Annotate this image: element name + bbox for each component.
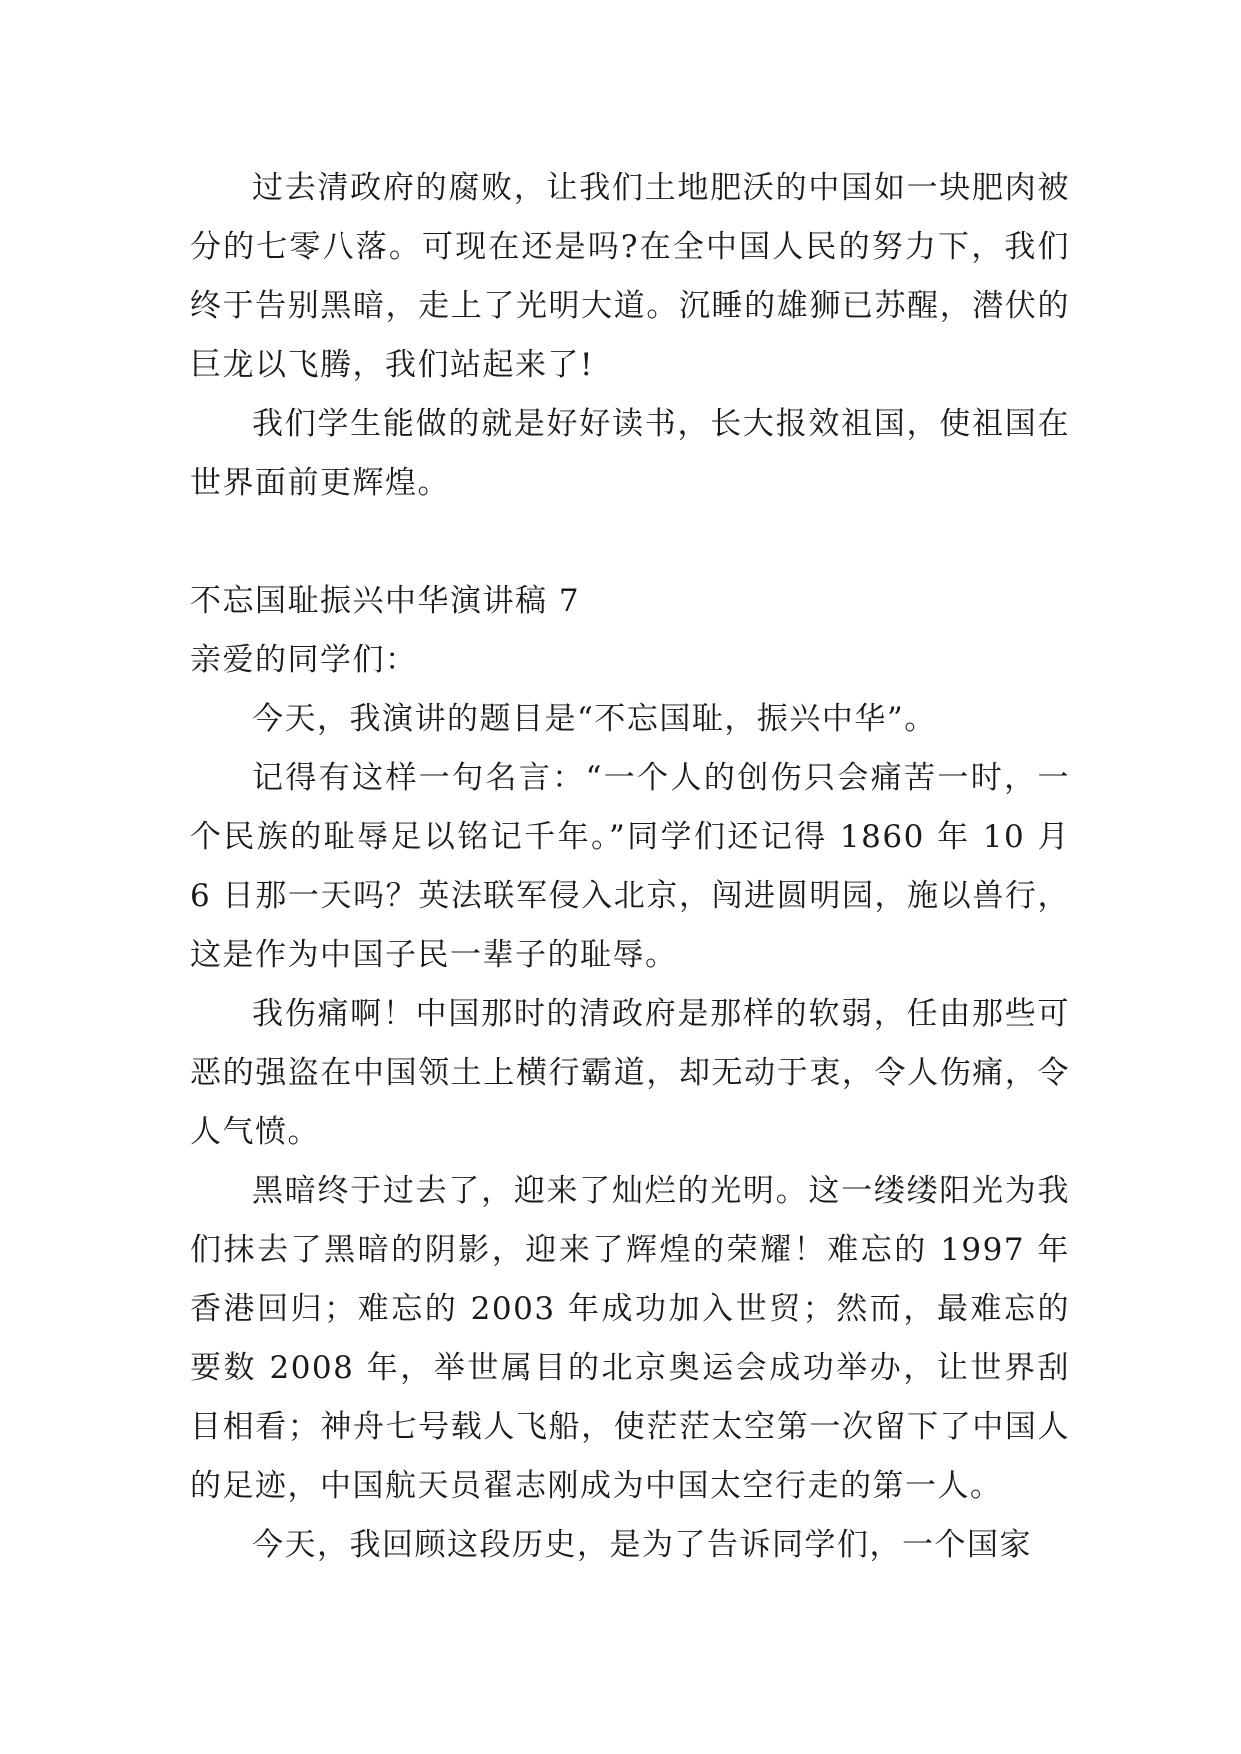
- section-spacer: [190, 513, 1070, 572]
- salutation: 亲爱的同学们：: [190, 642, 418, 678]
- paragraph: 记得有这样一句名言：“一个人的创伤只会痛苦一时，一个民族的耻辱足以铭记千年。”同学们还记得 1860 年 10 月 6 日那一天吗？英法联军侵入北京，闯进圆明园，施以兽行，这是作为中国子民一辈子的耻辱。: [190, 760, 1070, 973]
- paragraph: 今天，我回顾这段历史，是为了告诉同学们，一个国家: [252, 1527, 1032, 1563]
- paragraph: 黑暗终于过去了，迎来了灿烂的光明。这一缕缕阳光为我们抹去了黑暗的阴影，迎来了辉煌的荣耀！难忘的 1997 年香港回归；难忘的 2003 年成功加入世贸；然而，最难忘的要数 2008 年，举世属目的北京奥运会成功举办，让世界刮目相看；神舟七号载人飞船，使茫茫太空第一次留下了中国人的足迹，中国航天员翟志刚成为中国太空行走的第一人。: [190, 1173, 1070, 1504]
- paragraph: 过去清政府的腐败，让我们土地肥沃的中国如一块肥肉被分的七零八落。可现在还是吗?在全中国人民的努力下，我们终于告别黑暗，走上了光明大道。沉睡的雄狮已苏醒，潜伏的巨龙以飞腾，我们站起来了!: [190, 170, 1070, 383]
- paragraph: 我伤痛啊！中国那时的清政府是那样的软弱，任由那些可恶的强盗在中国领土上横行霸道，却无动于衷，令人伤痛，令人气愤。: [190, 996, 1070, 1150]
- document-body: [190, 159, 1070, 1575]
- paragraph: 今天，我演讲的题目是“不忘国耻，振兴中华”。: [252, 701, 937, 737]
- paragraph: 我们学生能做的就是好好读书，长大报效祖国，使祖国在世界面前更辉煌。: [190, 406, 1070, 501]
- section-title: 不忘国耻振兴中华演讲稿 7: [190, 583, 581, 619]
